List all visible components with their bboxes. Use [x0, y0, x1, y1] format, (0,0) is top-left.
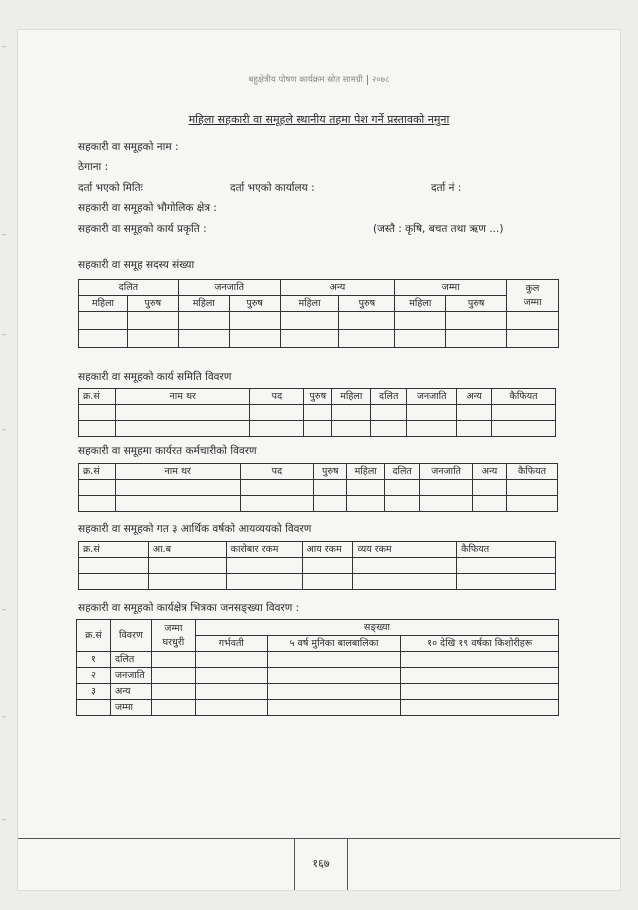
- members-male: पुरुष: [446, 296, 507, 312]
- staff-col-dalit: दलित: [385, 464, 420, 480]
- page-number: १६७: [294, 838, 348, 890]
- staff-col-male: पुरुष: [314, 464, 347, 480]
- staff-col-other: अन्य: [473, 464, 507, 480]
- binding-mark: –: [2, 230, 7, 240]
- committee-table: [78, 388, 556, 437]
- header-year: २०७८: [371, 75, 390, 85]
- population-col-under5: ५ वर्ष मुनिका बालबालिका: [267, 636, 401, 652]
- population-row-desc: दलित: [110, 652, 151, 668]
- population-row-desc: जम्मा: [110, 700, 151, 716]
- population-row-desc: जनजाति: [110, 668, 151, 684]
- committee-col-dalit: दलित: [371, 389, 407, 405]
- committee-col-post: पद: [250, 389, 304, 405]
- members-female: महिला: [178, 296, 229, 312]
- members-grand-total-label: कुल: [525, 282, 540, 294]
- finance-table: [78, 541, 556, 590]
- staff-col-janajati: जनजाति: [420, 464, 473, 480]
- members-male: पुरुष: [127, 296, 178, 312]
- table-row: [79, 496, 558, 512]
- finance-col-turnover: कारोबार रकम: [226, 542, 302, 558]
- committee-col-remarks: कैफियत: [492, 389, 556, 405]
- population-households-label-1: जम्मा: [164, 622, 183, 634]
- committee-col-female: महिला: [332, 389, 371, 405]
- table-row: [79, 421, 556, 437]
- binding-mark: –: [2, 330, 7, 340]
- running-header: [18, 74, 620, 85]
- field-nature-example: (जस्तै : कृषि, बचत तथा ऋण ...): [373, 223, 504, 235]
- document-page: [18, 30, 620, 890]
- members-section-title: सहकारी वा समूह सदस्य संख्या: [78, 259, 195, 271]
- committee-col-other: अन्य: [457, 389, 492, 405]
- members-female: महिला: [79, 296, 128, 312]
- committee-col-sn: क्र.सं: [79, 389, 116, 405]
- population-col-desc: विवरण: [110, 620, 151, 652]
- staff-col-female: महिला: [347, 464, 385, 480]
- population-row-desc: अन्य: [110, 684, 151, 700]
- members-table: [78, 279, 559, 348]
- binding-mark: –: [2, 815, 7, 825]
- population-col-sn: क्र.सं: [77, 620, 111, 652]
- table-row: [79, 312, 559, 330]
- population-row-sn: १: [77, 652, 111, 668]
- population-section-title: सहकारी वा समूहको कार्यक्षेत्र भित्रका जनसङ्ख्या विवरण :: [78, 602, 300, 614]
- members-group-total: जम्मा: [395, 280, 507, 296]
- binding-mark: –: [2, 425, 7, 435]
- staff-col-sn: क्र.सं: [79, 464, 116, 480]
- field-nature: सहकारी वा समूहको कार्य प्रकृति :: [78, 223, 207, 235]
- header-divider: [367, 75, 368, 85]
- finance-col-income: आय रकम: [302, 542, 353, 558]
- field-reg-date: दर्ता भएको मितिः: [78, 182, 143, 194]
- members-group-other: अन्य: [280, 280, 395, 296]
- binding-mark: –: [2, 42, 7, 52]
- staff-col-post: पद: [240, 464, 314, 480]
- field-address: ठेगाना :: [78, 161, 109, 173]
- population-row-sn: २: [77, 668, 111, 684]
- population-col-adolescent: १० देखि १९ वर्षका किशोरीहरू: [401, 636, 559, 652]
- table-row: [79, 405, 556, 421]
- table-row: [77, 652, 559, 668]
- members-male: पुरुष: [339, 296, 395, 312]
- field-reg-office: दर्ता भएको कार्यालय :: [230, 182, 315, 194]
- binding-mark: –: [2, 605, 7, 615]
- table-row: [79, 574, 556, 590]
- finance-col-sn: क्र.सं: [79, 542, 149, 558]
- staff-table: [78, 463, 558, 512]
- staff-col-remarks: कैफियत: [507, 464, 558, 480]
- table-row: [79, 480, 558, 496]
- staff-section-title: सहकारी वा समूहमा कार्यरत कर्मचारीको विवरण: [78, 445, 257, 457]
- population-households-label-2: घरधुरी: [162, 636, 185, 648]
- table-row: [79, 330, 559, 348]
- table-row: [77, 668, 559, 684]
- population-col-count: सङ्ख्या: [195, 620, 558, 636]
- field-reg-no: दर्ता नं :: [431, 182, 462, 194]
- population-row-sn: ३: [77, 684, 111, 700]
- binding-mark: –: [2, 712, 7, 722]
- field-area: सहकारी वा समूहको भौगोलिक क्षेत्र :: [78, 202, 217, 214]
- committee-col-male: पुरुष: [304, 389, 332, 405]
- members-female: महिला: [280, 296, 339, 312]
- members-group-janajati: जनजाति: [178, 280, 280, 296]
- members-group-dalit: दलित: [79, 280, 179, 296]
- field-name: सहकारी वा समूहको नाम :: [78, 141, 179, 153]
- table-row: [79, 558, 556, 574]
- members-male: पुरुष: [229, 296, 280, 312]
- finance-col-fy: आ.ब: [148, 542, 226, 558]
- document-title: महिला सहकारी वा समूहले स्थानीय तहमा पेश गर्ने प्रस्तावको नमुना: [188, 113, 450, 126]
- members-grand-total-header: [507, 280, 559, 312]
- table-row: [77, 684, 559, 700]
- staff-col-name: नाम थर: [115, 464, 240, 480]
- finance-col-remarks: कैफियत: [457, 542, 556, 558]
- committee-col-janajati: जनजाति: [407, 389, 457, 405]
- header-source: बहुक्षेत्रीय पोषण कार्यक्रम स्रोत सामग्री: [248, 75, 363, 85]
- committee-section-title: सहकारी वा समूहको कार्य समिति विवरण: [78, 371, 232, 383]
- members-grand-total-label-2: जम्मा: [523, 296, 542, 308]
- population-col-pregnant: गर्भवती: [195, 636, 267, 652]
- members-female: महिला: [395, 296, 446, 312]
- finance-col-expense: व्यय रकम: [353, 542, 457, 558]
- population-col-households: [151, 620, 195, 652]
- table-row: [77, 700, 559, 716]
- finance-section-title: सहकारी वा समूहको गत ३ आर्थिक वर्षको आयव्ययको विवरण: [78, 523, 312, 535]
- population-row-sn: [77, 700, 111, 716]
- population-table: [76, 619, 559, 716]
- committee-col-name: नाम थर: [115, 389, 250, 405]
